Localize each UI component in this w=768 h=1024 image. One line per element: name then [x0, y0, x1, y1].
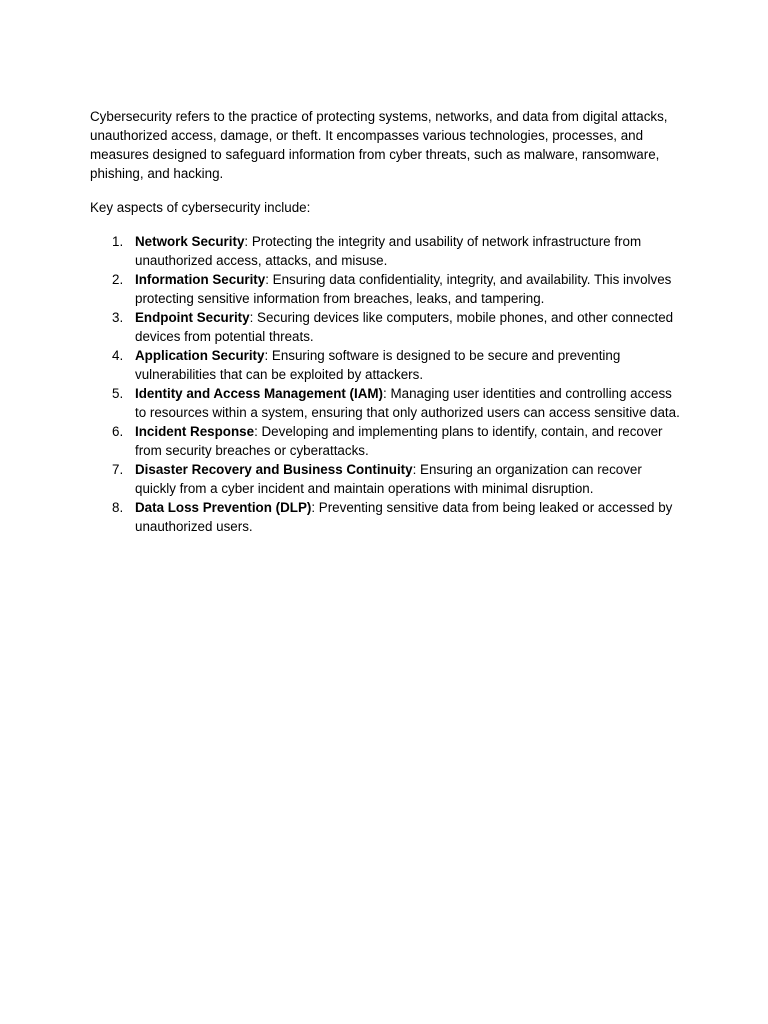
aspect-description: : Developing and implementing plans to identify, contain, and recover from security breaches or cyberattacks.	[135, 424, 663, 458]
aspect-network-security	[90, 232, 680, 270]
aspect-information-security	[90, 270, 680, 308]
aspect-data-loss-prevention	[90, 498, 680, 536]
aspect-term: Information Security	[135, 272, 266, 287]
list-number: 2.	[112, 272, 124, 287]
aspect-term: Network Security	[135, 234, 245, 249]
list-number: 5.	[112, 386, 124, 401]
intro-paragraph: Cybersecurity refers to the practice of protecting systems, networks, and data from digital attacks, unauthorized access, damage, or theft. It encompasses various technologies, processes, and measures designed to safeguard information from cyber threats, such as malware, ransomware, phishing, and hacking.	[90, 109, 668, 181]
list-number: 1.	[112, 234, 124, 249]
aspect-term: Disaster Recovery and Business Continuity	[135, 462, 413, 477]
aspect-term: Data Loss Prevention (DLP)	[135, 500, 312, 515]
aspect-description: : Preventing sensitive data from being leaked or accessed by unauthorized users.	[135, 500, 673, 534]
aspect-identity-access-management	[90, 384, 680, 422]
aspect-description: : Managing user identities and controlling access to resources within a system, ensuring that only authorized users can access sensitive data.	[135, 386, 680, 420]
list-number: 3.	[112, 310, 124, 325]
aspect-description: : Ensuring an organization can recover quickly from a cyber incident and maintain operations with minimal disruption.	[135, 462, 642, 496]
document-body	[90, 107, 680, 536]
aspect-term: Application Security	[135, 348, 265, 363]
aspect-description: : Ensuring data confidentiality, integrity, and availability. This involves protecting sensitive information from breaches, leaks, and tampering.	[135, 272, 672, 306]
list-number: 6.	[112, 424, 124, 439]
aspect-endpoint-security	[90, 308, 680, 346]
aspect-term: Endpoint Security	[135, 310, 250, 325]
aspect-description: : Protecting the integrity and usability of network infrastructure from unauthorized access, attacks, and misuse.	[135, 234, 642, 268]
aspect-description: : Ensuring software is designed to be secure and preventing vulnerabilities that can be exploited by attackers.	[135, 348, 621, 382]
list-lead-paragraph: Key aspects of cybersecurity include:	[90, 200, 311, 215]
list-number: 4.	[112, 348, 124, 363]
aspects-list	[90, 232, 680, 536]
aspect-incident-response	[90, 422, 680, 460]
aspect-description: : Securing devices like computers, mobile phones, and other connected devices from potential threats.	[135, 310, 674, 344]
aspect-term: Identity and Access Management (IAM)	[135, 386, 384, 401]
list-number: 7.	[112, 462, 124, 477]
aspect-term: Incident Response	[135, 424, 255, 439]
list-number: 8.	[112, 500, 124, 515]
aspect-disaster-recovery	[90, 460, 680, 498]
aspect-application-security	[90, 346, 680, 384]
